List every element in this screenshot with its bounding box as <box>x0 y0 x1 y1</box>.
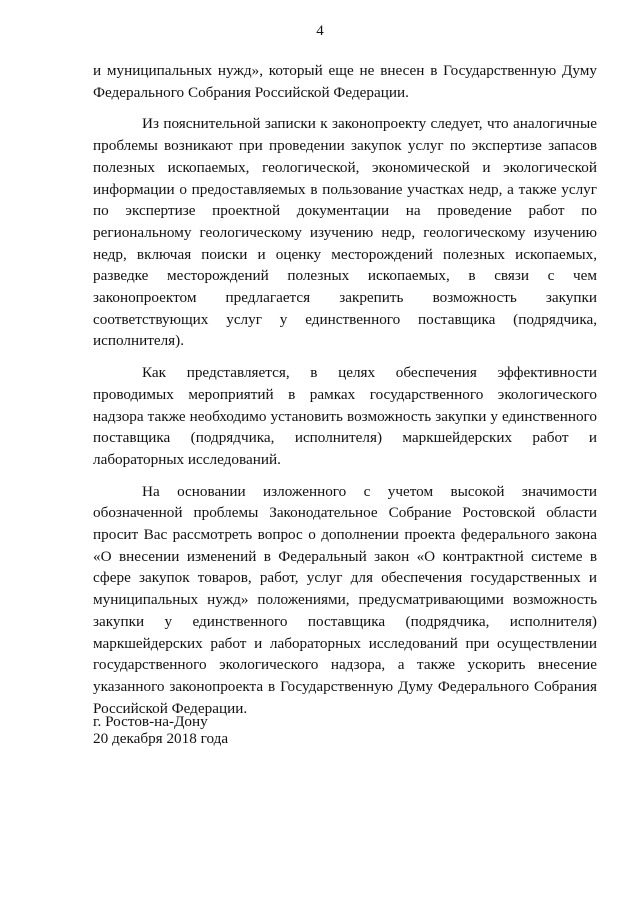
paragraph-explanatory-note: Из пояснительной записки к законопроекту следует, что аналогичные проблемы возникают при проведении закупок услуг по экспертизе запасов полезных ископаемых, геологической, экономической и экологической информации о предоставляемых в пользование участках недр, а также услуг по экспертизе проектной документации на проведение работ по региональному геологическому изучению недр, геологическому изучению недр, включая поиски и оценку месторождений полезных ископаемых, разведке месторождений полезных ископаемых, в связи с чем законопроектом предлагается закрепить возможность закупки соответствующих услуг у единственного поставщика (подрядчика, исполнителя). <box>93 115 597 350</box>
date-line: 20 декабря 2018 года <box>93 730 229 747</box>
paragraph-proposal: Как представляется, в целях обеспечения эффективности проводимых мероприятий в рамках государственного экологического надзора также необходимо установить возможность закупки у единственного поставщика (подрядчика, исполнителя) маркшейдерских работ и лабораторных исследований. <box>93 364 597 468</box>
page-number: 4 <box>316 23 324 39</box>
document-body <box>93 60 597 729</box>
paragraph-request: На основании изложенного с учетом высокой значимости обозначенной проблемы Законодательное Собрание Ростовской области просит Вас рассмотреть вопрос о дополнении проекта федерального закона «О внесении изменений в Федеральный закон «О контрактной системе в сфере закупок товаров, работ, услуг для обеспечения государственных и муниципальных нужд» положениями, предусматривающими возможность закупки у единственного поставщика (подрядчика, исполнителя) маркшейдерских работ и лабораторных исследований при осуществлении государственного экологического надзора, а также ускорить внесение указанного законопроекта в Государственную Думу Федерального Собрания Российской Федерации. <box>93 482 597 717</box>
place-line: г. Ростов-на-Дону <box>93 713 208 730</box>
paragraph-continuation: и муниципальных нужд», который еще не внесен в Государственную Думу Федерального Собрания Российской Федерации. <box>93 62 597 101</box>
place-and-date <box>93 713 228 747</box>
